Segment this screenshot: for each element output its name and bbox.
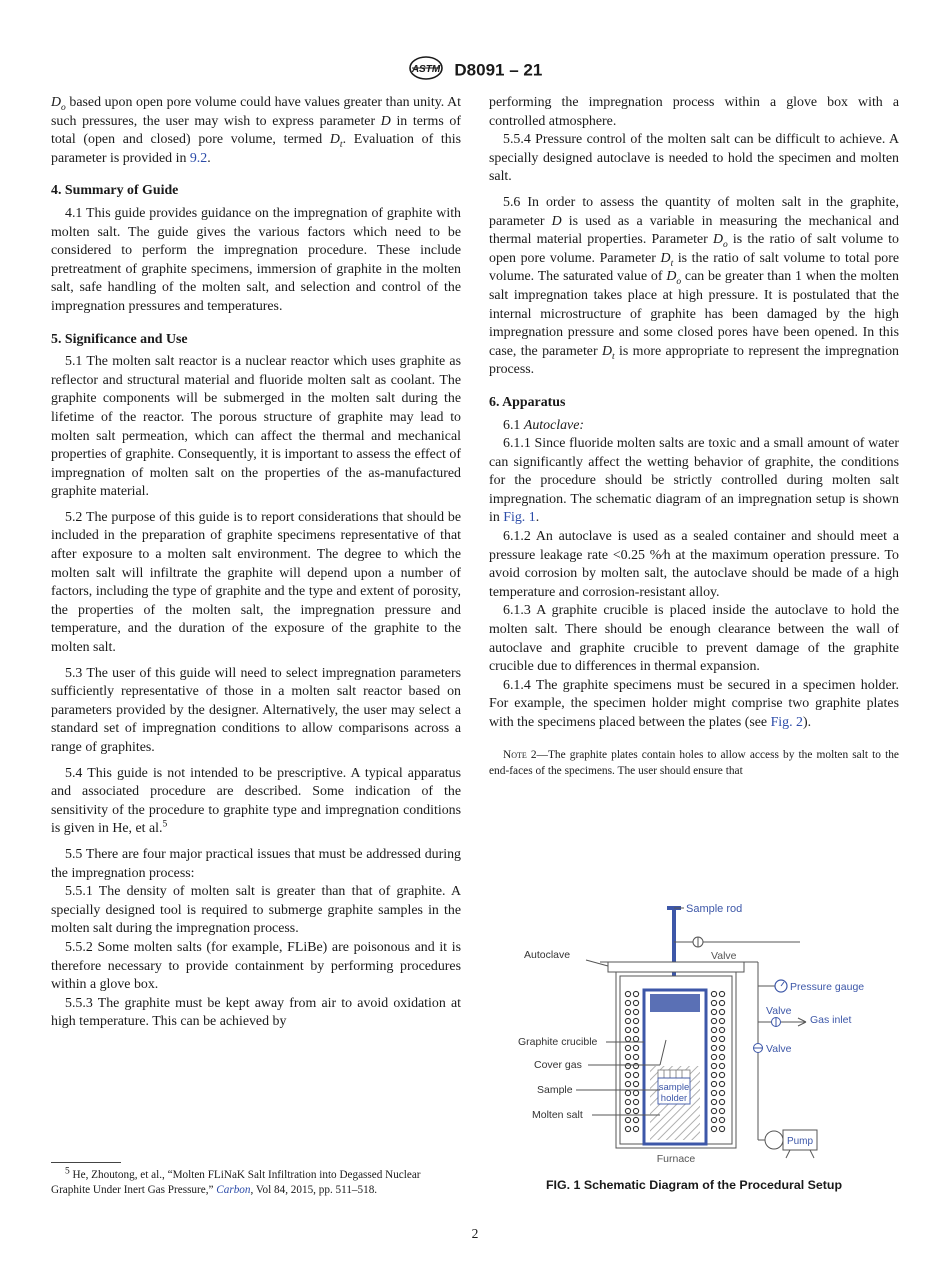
document-designation: D8091 – 21 xyxy=(454,60,543,80)
sample-plates xyxy=(658,1070,690,1078)
paragraph-5-5: 5.5 There are four major practical issues that must be addressed during the impregnation process: xyxy=(51,846,461,881)
label-valve-mid: Valve xyxy=(766,1005,792,1017)
label-cover-gas: Cover gas xyxy=(534,1059,582,1071)
footnote-divider xyxy=(51,1162,121,1163)
paragraph-5-5-2: 5.5.2 Some molten salts (for example, FLiBe) are poisonous and it is therefore necessary to provide containment by performing procedures within a glove box. xyxy=(51,939,461,993)
autoclave-lid xyxy=(608,962,744,972)
paragraph-5-4: 5.4 This guide is not intended to be prescriptive. A typical apparatus and associated procedure are described. Some indication of the sensitivity of the procedure to graphite type and impregnation conditions is given in He, et al.$^5$ xyxy=(51,765,461,837)
paragraph-5-1: 5.1 The molten salt reactor is a nuclear reactor which uses graphite as reflector and structural material and fluoride molten salt as coolant. The graphite components will be submerged in the molten salt during the lifetime of the reactor. The porous structure of graphite may lead to molten salt permeation, which can affect the thermal and mechanical properties of graphite. Consequently, it is important to assess the effect of impregnation of molten salt on the properties of the as-manufactured graphite material. xyxy=(51,354,461,500)
paragraph-5-5-1: 5.5.1 The density of molten salt is greater than that of graphite. A specially designed tool is required to submerge graphite samples in the molten salt during the impregnation process. xyxy=(51,884,461,937)
label-valve-low: Valve xyxy=(766,1043,792,1055)
label-molten-salt: Molten salt xyxy=(532,1109,583,1121)
label-graphite-crucible: Graphite crucible xyxy=(518,1036,598,1048)
footnote-ref-5: 5 xyxy=(162,819,168,830)
paragraph-4-1: 4.1 This guide provides guidance on the impregnation of graphite with molten salt. The guide gives the various factors which need to be considered to perform the impregnation procedure. These include pretreatment of graphite specimens, immersion of graphite in the molten salt, safe handling of the molten salt, and selection and control of the impregnation pressures and temperatures. xyxy=(51,205,461,314)
label-pump: Pump xyxy=(786,1136,814,1147)
continued-paragraph: performing the impregnation process within a glove box with a controlled atmosphere. xyxy=(489,95,899,129)
figure-1-schematic xyxy=(500,890,900,1180)
section-5-heading: 5. Significance and Use xyxy=(51,331,188,347)
paragraph-6-1-2: 6.1.2 An autoclave is used as a sealed container and should meet a pressure leakage rate <0.25 %⁄h at the maximum operation pressure. To avoid corrosion by molten salt, the autoclave should be made of a high temperature and corrosion-resistant alloy. xyxy=(489,529,899,600)
paragraph-5-2: 5.2 The purpose of this guide is to report considerations that should be included in the preparation of graphite specimens representative of that after exposure to a molten salt environment. The degree to which the molten salt will infiltrate the graphite will depend upon a number of factors, including the type of graphite and the type and extent of porosity, the properties of the molten salt, the impregnation pressure and temperature, and the duration of the exposure of the graphite to the molten salt. xyxy=(51,509,461,656)
figure-1-caption: FIG. 1 Schematic Diagram of the Procedural Setup xyxy=(545,1178,843,1192)
label-sample-holder-1: sample xyxy=(658,1082,690,1093)
section-6-heading: 6. Apparatus xyxy=(489,394,566,410)
label-sample-rod: Sample rod xyxy=(686,903,743,915)
section-4-heading: 4. Summary of Guide xyxy=(51,183,179,199)
paragraph-6-1-1: 6.1.1 Since fluoride molten salts are toxic and a small amount of water can significantly affect the wetting behavior of graphite, the conditions for the procedure should be strictly controlled during molten salt impregnation. The schematic diagram of an impregnation setup is shown in Fig. 1. xyxy=(489,436,899,526)
paragraph-6-1: 6.1 Autoclave: xyxy=(503,417,585,433)
astm-logo-icon xyxy=(408,56,444,85)
label-autoclave: Autoclave xyxy=(524,949,571,961)
right-column xyxy=(489,94,899,779)
footnote-5: $^5$ He, Zhoutong, et al., “Molten FLiNaK Salt Infiltration into Degassed Nuclear Graphite Under Inert Gas Pressure,” Carbon, Vol 84, 2015, pp. 511–518. xyxy=(51,1166,421,1196)
carbon-journal-link[interactable]: Carbon xyxy=(216,1184,251,1196)
page-number: 2 xyxy=(471,1226,479,1241)
paragraph-5-5-4: 5.5.4 Pressure control of the molten salt can be difficult to achieve. A specially designed autoclave is needed to hold the specimen and molten salt. xyxy=(489,132,899,185)
paragraph-5-5-3: 5.5.3 The graphite must be kept away from air to avoid oxidation at high temperature. This can be achieved by xyxy=(51,995,461,1030)
cover-gas-region xyxy=(650,994,700,1012)
fig-1-link[interactable]: Fig. 1 xyxy=(503,510,536,526)
paragraph-6-1-3: 6.1.3 A graphite crucible is placed inside the autoclave to hold the molten salt. There should be enough clearance between the wall of autoclave and graphite crucible to prevent damage of the graphite crucible due to differences in thermal expansion. xyxy=(489,603,899,675)
paragraph-5-3: 5.3 The user of this guide will need to select impregnation parameters sufficiently representative of those in a molten salt reactor based on parameters provided by the designer. Alternatively, the user may select a standard set of impregnation conditions to allow comparisons across a range of graphites. xyxy=(51,665,461,755)
astm-logo-text: ASTM xyxy=(411,64,440,75)
intro-paragraph: $D_o$ based upon open pore volume could have values greater than unity. At such pressures, the user may wish to express parameter D in terms of total (open and closed) pore volume, termed $D_t$. Evaluation of this parameter is provided in 9.2. xyxy=(51,95,461,166)
label-sample: Sample xyxy=(537,1084,573,1096)
left-column xyxy=(51,94,461,1032)
pump-motor-icon xyxy=(765,1131,783,1149)
note-2: Note 2—The graphite plates contain holes to allow access by the molten salt to the end-faces of the specimens. The user should ensure that xyxy=(489,748,899,777)
paragraph-5-6: 5.6 In order to assess the quantity of molten salt in the graphite, parameter D is used as a variable in measuring the mechanical and thermal material properties. Parameter $D_o$ is the ratio of salt volume to open pore volume. Parameter $D_t$ is the ratio of salt volume to total pore volume. The saturated value of $D_o$ can be greater than 1 when the molten salt impregnation takes place at high pressure. It is postulated that the internal microstructure of graphite has been damaged by the high impregnation pressure and some closed pores have been opened. In this case, the parameter $D_t$ is more appropriate to represent the impregnation process. xyxy=(489,194,899,378)
label-sample-holder-2: holder xyxy=(660,1093,688,1104)
label-furnace: Furnace xyxy=(656,1153,696,1165)
paragraph-6-1-4: 6.1.4 The graphite specimens must be secured in a specimen holder. For example, the specimen holder might comprise two graphite plates with the specimens placed between the plates (see Fig. 2). xyxy=(489,677,899,730)
label-gas-inlet: Gas inlet xyxy=(810,1014,852,1026)
label-pressure-gauge: Pressure gauge xyxy=(790,981,865,993)
label-valve-top: Valve xyxy=(711,950,737,962)
fig-2-link[interactable]: Fig. 2 xyxy=(770,715,803,730)
page-header xyxy=(0,56,950,85)
section-9-2-link[interactable]: 9.2 xyxy=(189,150,208,166)
